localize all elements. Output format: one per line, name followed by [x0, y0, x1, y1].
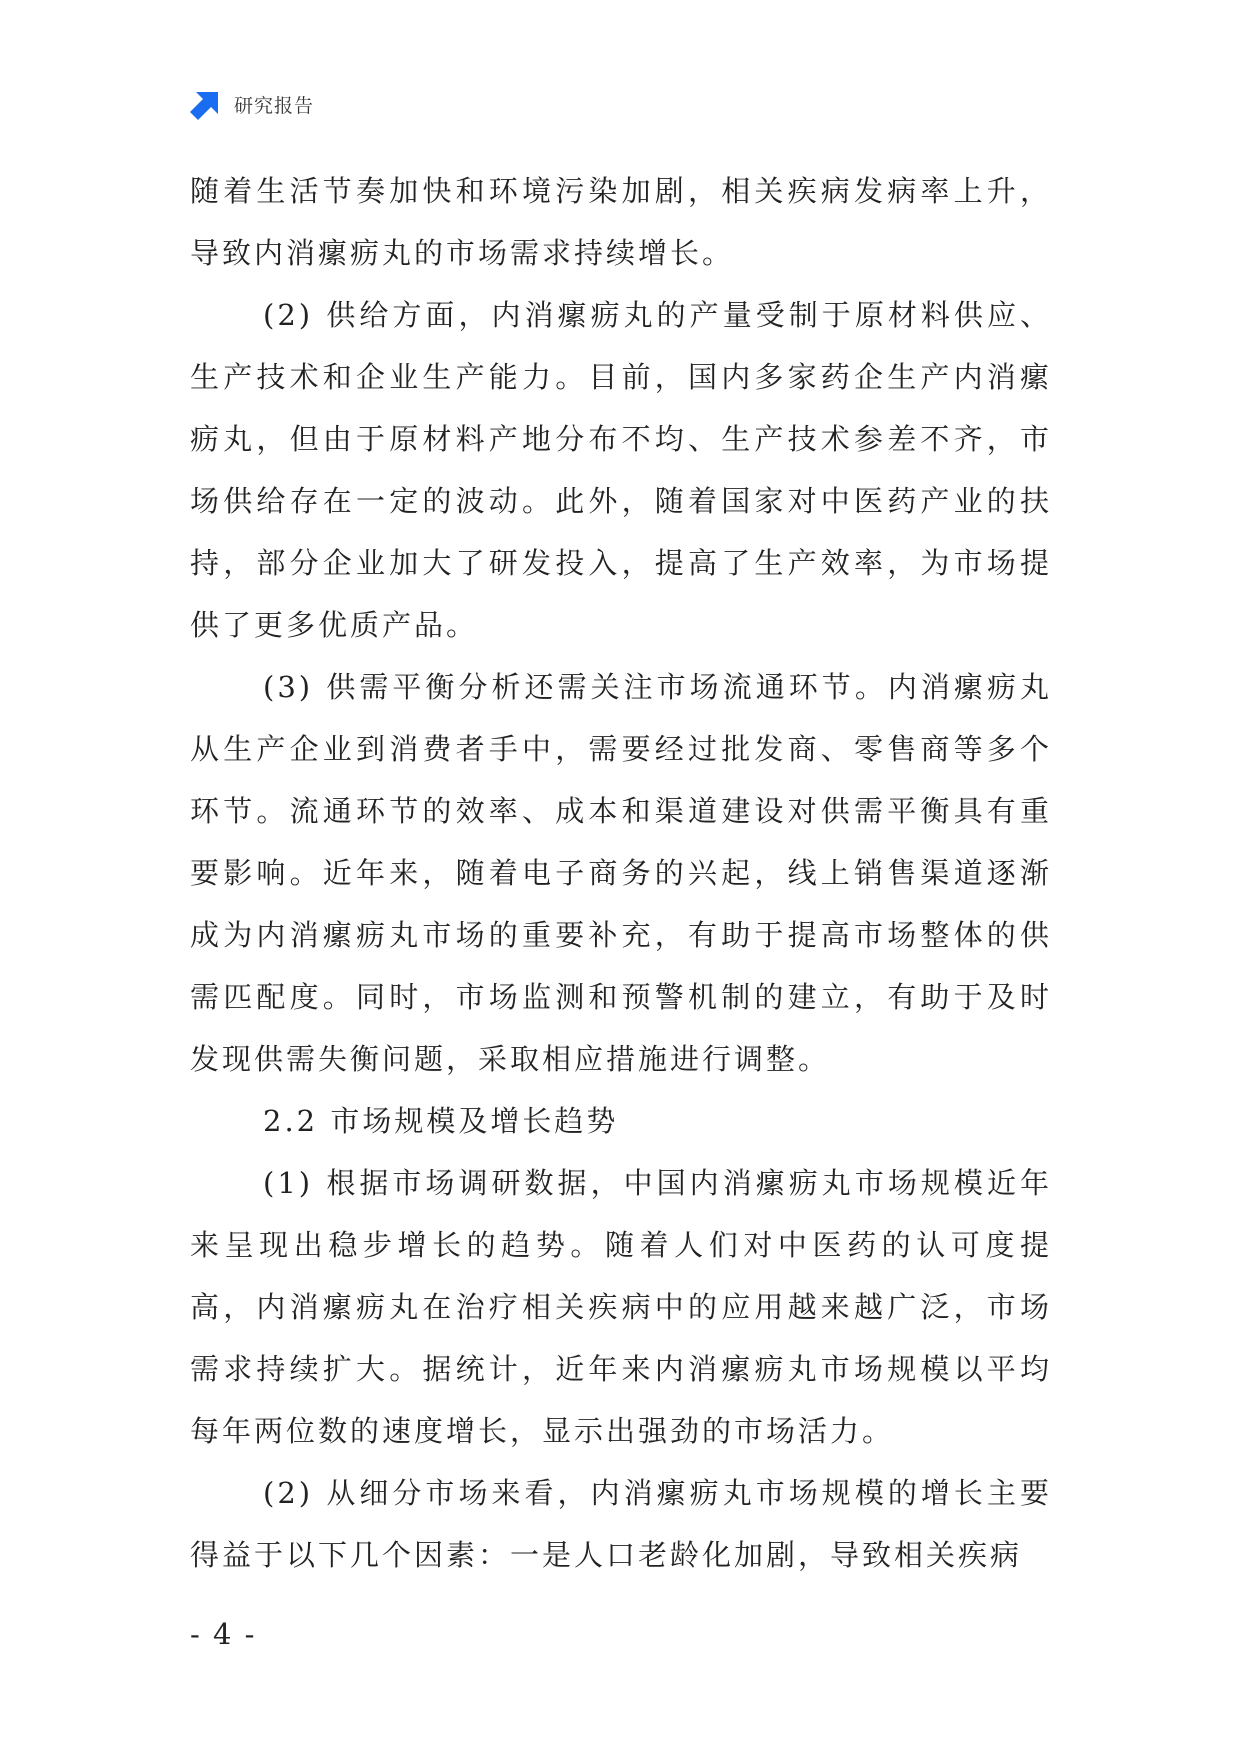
paragraph-5: (2) 从细分市场来看，内消瘰疬丸市场规模的增长主要得益于以下几个因素：一是人口老龄化加剧，导致相关疾病 — [190, 1476, 1052, 1572]
paragraph-2: (2) 供给方面，内消瘰疬丸的产量受制于原材料供应、生产技术和企业生产能力。目前，国内多家药企生产内消瘰疬丸，但由于原材料产地分布不均、生产技术参差不齐，市场供给存在一定的波动。此外，随着国家对中医药产业的扶持，部分企业加大了研发投入，提高了生产效率，为市场提供了更多优质产品。 — [190, 298, 1052, 642]
page-number: - 4 - — [190, 1617, 257, 1651]
document-body — [190, 160, 1052, 1586]
report-title: 研究报告 — [234, 94, 315, 117]
page-header — [190, 86, 314, 122]
arrow-up-right-icon — [190, 88, 222, 120]
paragraph-4: (1) 根据市场调研数据，中国内消瘰疬丸市场规模近年来呈现出稳步增长的趋势。随着人们对中医药的认可度提高，内消瘰疬丸在治疗相关疾病中的应用越来越广泛，市场需求持续扩大。据统计，近年来内消瘰疬丸市场规模以平均每年两位数的速度增长，显示出强劲的市场活力。 — [190, 1166, 1052, 1448]
section-heading: 2.2 市场规模及增长趋势 — [263, 1104, 619, 1138]
paragraph-3: (3) 供需平衡分析还需关注市场流通环节。内消瘰疬丸从生产企业到消费者手中，需要经过批发商、零售商等多个环节。流通环节的效率、成本和渠道建设对供需平衡具有重要影响。近年来，随着电子商务的兴起，线上销售渠道逐渐成为内消瘰疬丸市场的重要补充，有助于提高市场整体的供需匹配度。同时，市场监测和预警机制的建立，有助于及时发现供需失衡问题，采取相应措施进行调整。 — [190, 670, 1052, 1076]
paragraph-1: 随着生活节奏加快和环境污染加剧，相关疾病发病率上升，导致内消瘰疬丸的市场需求持续增长。 — [190, 174, 1052, 270]
